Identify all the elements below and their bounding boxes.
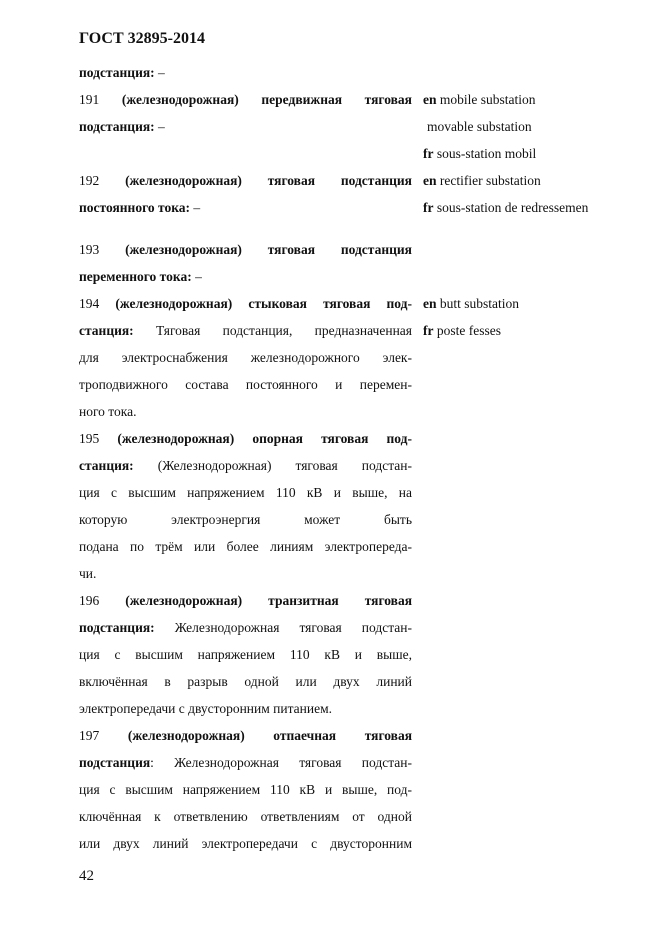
dash: – (158, 119, 165, 134)
term-191-line2 (79, 113, 412, 140)
term-196-line5: электропередачи с двусторонним питанием. (79, 701, 333, 716)
term-bold: (железнодорожная) транзитная тяговая (125, 593, 412, 608)
term-bold: (железнодорожная) стыковая тяговая под- (115, 296, 412, 311)
term-193-line2 (79, 263, 412, 290)
term-197-line2 (79, 749, 412, 776)
term-194-line5: ного тока. (79, 404, 137, 419)
term-192-line2 (79, 194, 412, 221)
term-192-en (423, 167, 541, 194)
term-197-line1 (79, 722, 412, 749)
term-number: 191 (79, 92, 100, 107)
term-bold: (железнодорожная) опорная тяговая под- (117, 431, 412, 446)
foreign-term: mobile substation (439, 92, 536, 107)
definition-text: : Железнодорожная тяговая подстан- (150, 755, 412, 770)
term-bold: (железнодорожная) тяговая подстанция (125, 173, 412, 188)
term-195-line1 (79, 425, 412, 452)
term-196-line3: ция с высшим напряжением 110 кВ и выше, (79, 647, 412, 662)
lang-code: en (423, 173, 437, 188)
term-194-line4: троподвижного состава постоянного и перемен- (79, 377, 412, 392)
term-197-line3: ция с высшим напряжением 110 кВ и выше, под- (79, 782, 412, 797)
term-number: 192 (79, 173, 100, 188)
foreign-term: poste fesses (436, 323, 501, 338)
term-194-line2 (79, 317, 412, 344)
term-191-en (423, 86, 536, 113)
term-192-fr (423, 194, 588, 221)
term-195-line2 (79, 452, 412, 479)
term-194-en (423, 290, 519, 317)
term-197-line5: или двух линий электропередачи с двусторонним (79, 836, 412, 851)
term-bold: переменного тока: (79, 269, 192, 284)
term-191-line1 (79, 86, 412, 113)
term-number: 195 (79, 431, 100, 446)
term-bold: постоянного тока: (79, 200, 191, 215)
term-bold: подстанция: (79, 620, 155, 635)
definition-text: Тяговая подстанция, предназначенная (156, 323, 412, 338)
dash: – (158, 65, 165, 80)
term-196-line1 (79, 587, 412, 614)
term-bold: станция: (79, 458, 134, 473)
term-number: 193 (79, 242, 100, 257)
term-196-line2 (79, 614, 412, 641)
term-192-line1 (79, 167, 412, 194)
lang-code: en (423, 92, 437, 107)
dash: – (195, 269, 202, 284)
term-194-fr (423, 317, 501, 344)
lang-code: fr (423, 323, 434, 338)
foreign-term: rectifier substation (439, 173, 541, 188)
term-194-line3: для электроснабжения железнодорожного элек- (79, 350, 412, 365)
term-194-line1 (79, 290, 412, 317)
lang-code: fr (423, 200, 434, 215)
term-191-fr (423, 140, 536, 167)
term-190-end (79, 59, 412, 86)
term-bold: подстанция (79, 755, 151, 770)
term-number: 194 (79, 296, 100, 311)
lang-code: fr (423, 146, 434, 161)
foreign-term: sous-station mobil (436, 146, 537, 161)
page-number: 42 (79, 868, 94, 884)
lang-code: en (423, 296, 437, 311)
foreign-term: sous-station de redressemen (436, 200, 589, 215)
definition-text: Железнодорожная тяговая подстан- (174, 620, 412, 635)
foreign-term: movable substation (427, 119, 532, 134)
term-191-en2 (427, 113, 532, 140)
term-195-line5: подана по трём или более линиям электропереда- (79, 539, 412, 554)
document-header: ГОСТ 32895-2014 (79, 30, 205, 47)
term-195-line3: ция с высшим напряжением 110 кВ и выше, на (79, 485, 412, 500)
term-195-line4: которую электроэнергия может быть (79, 512, 412, 527)
definition-text: (Железнодорожная) тяговая подстан- (157, 458, 412, 473)
term-bold: подстанция: (79, 65, 155, 80)
term-bold: станция: (79, 323, 134, 338)
term-197-line4: ключённая к ответвлению ответвлениям от одной (79, 809, 412, 824)
term-number: 197 (79, 728, 100, 743)
term-195-line6: чи. (79, 566, 97, 581)
term-193-line1 (79, 236, 412, 263)
term-196-line4: включённая в разрыв одной или двух линий (79, 674, 412, 689)
term-bold: (железнодорожная) отпаечная тяговая (127, 728, 412, 743)
dash: – (193, 200, 201, 215)
term-bold: подстанция: (79, 119, 155, 134)
term-bold: (железнодорожная) передвижная тяговая (121, 92, 412, 107)
term-bold: (железнодорожная) тяговая подстанция (125, 242, 412, 257)
foreign-term: butt substation (439, 296, 520, 311)
term-number: 196 (79, 593, 100, 608)
